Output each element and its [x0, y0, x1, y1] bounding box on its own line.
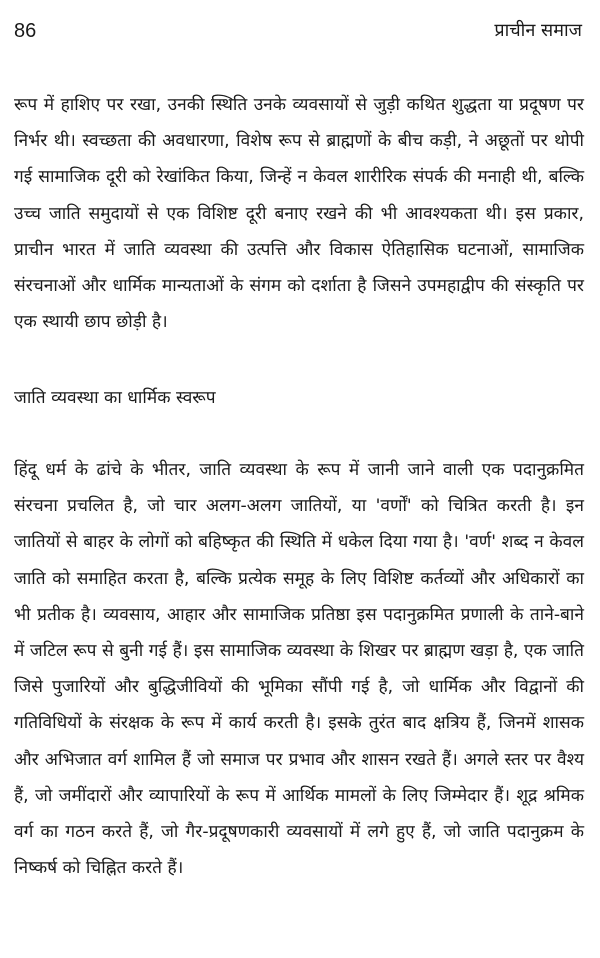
- running-header: प्राचीन समाज: [494, 20, 582, 41]
- paragraph-varna: हिंदू धर्म के ढांचे के भीतर, जाति व्यवस्था के रूप में जानी जाने वाली एक पदानुक्रमित संरचना प्रचलित है, जो चार अलग-अलग जातियों, या 'वर्णों' को चित्रित करती है। इन जातियों से बाहर के लोगों को बहिष्कृत की स्थिति में धकेल दिया गया है। 'वर्ण' शब्द न केवल जाति को समाहित करता है, बल्कि प्रत्येक समूह के लिए विशिष्ट कर्तव्यों और अधिकारों का भी प्रतीक है। व्यवसाय, आहार और सामाजिक प्रतिष्ठा इस पदानुक्रमित प्रणाली के ताने-बाने में जटिल रूप से बुनी गई हैं। इस सामाजिक व्यवस्था के शिखर पर ब्राह्मण खड़ा है, एक जाति जिसे पुजारियों और बुद्धिजीवियों की भूमिका सौंपी गई है, जो धार्मिक और विद्वानों की गतिविधियों के संरक्षक के रूप में कार्य करती है। इसके तुरंत बाद क्षत्रिय हैं, जिनमें शासक और अभिजात वर्ग शामिल हैं जो समाज पर प्रभाव और शासन रखते हैं। अगले स्तर पर वैश्य हैं, जो जमींदारों और व्यापारियों के रूप में आर्थिक मामलों के लिए जिम्मेदार हैं। शूद्र श्रमिक वर्ग का गठन करते हैं, जो गैर-प्रदूषणकारी व्यवसायों में लगे हुए हैं, जो जाति पदानुक्रम के निष्कर्ष को चिह्नित करते हैं।: [14, 460, 584, 879]
- section-heading: जाति व्यवस्था का धार्मिक स्वरूप: [14, 388, 216, 408]
- paragraph-intro: रूप में हाशिए पर रखा, उनकी स्थिति उनके व्यवसायों से जुड़ी कथित शुद्धता या प्रदूषण पर निर्भर थी। स्वच्छता की अवधारणा, विशेष रूप से ब्राह्मणों के बीच कड़ी, ने अछूतों पर थोपी गई सामाजिक दूरी को रेखांकित किया, जिन्हें न केवल शारीरिक संपर्क की मनाही थी, बल्कि उच्च जाति समुदायों से एक विशिष्ट दूरी बनाए रखने की भी आवश्यकता थी। इस प्रकार, प्राचीन भारत में जाति व्यवस्था की उत्पत्ति और विकास ऐतिहासिक घटनाओं, सामाजिक संरचनाओं और धार्मिक मान्यताओं के संगम को दर्शाता है जिसने उपमहाद्वीप की संस्कृति पर एक स्थायी छाप छोड़ी है।: [14, 95, 584, 333]
- page-number: 86: [14, 20, 37, 42]
